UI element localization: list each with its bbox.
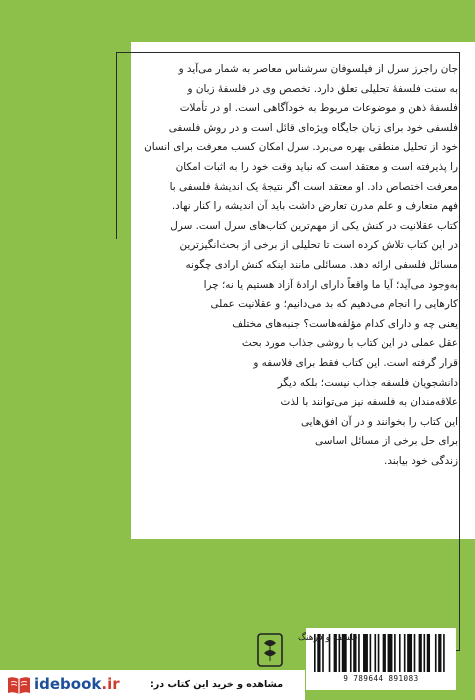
blurb-line: یعنی چه و دارای کدام مؤلفه‌هاست؟ جنبه‌های مختلف — [232, 317, 458, 330]
blurb-line: را پذیرفته است و معتقد است که نباید وقت خود را به اثبات امکان — [175, 160, 458, 173]
barcode-bar — [407, 634, 412, 672]
barcode-bar — [370, 634, 372, 672]
ad-banner-panel[interactable] — [0, 670, 305, 700]
blurb-line: فهم متعارف و علم مدرن تعارض داشت باید آن اندیشه را کنار نهاد. — [171, 200, 458, 213]
blurb-line: به سنت فلسفهٔ تحلیلی تعلق دارد. تخصص وی در فلسفهٔ زبان و — [187, 82, 458, 95]
barcode-bar — [427, 634, 430, 672]
barcode-number: 9 789644 891083 — [343, 674, 419, 683]
barcode-bar — [378, 634, 380, 672]
barcode-bar — [388, 634, 393, 672]
barcode-bar — [419, 634, 422, 672]
barcode-bar — [358, 634, 360, 672]
site-name-main: idebook — [34, 675, 102, 693]
barcode-bar — [394, 634, 396, 672]
blurb-line: برای حل برخی از مسائل اساسی — [315, 435, 458, 448]
site-name[interactable] — [34, 675, 120, 693]
blurb-line: کارهایی را انجام می‌دهیم که بد می‌دانیم؛ و عقلانیت عملی — [210, 298, 458, 311]
blurb-line: عقل عملی در این کتاب با روشی جذاب مورد بحث — [241, 337, 458, 350]
blurb-line: به‌وجود می‌آید؛ آیا ما واقعاً دارای ارادهٔ آزاد هستیم یا نه؛ چرا — [203, 278, 458, 291]
barcode-bar — [404, 634, 406, 672]
blurb-line: مسائل فلسفی ارائه دهد. مسائلی مانند اینکه کنش ارادی چگونه — [185, 258, 458, 271]
blurb-line: علاقه‌مندان به فلسفه نیز می‌توانند با لذت — [280, 396, 458, 409]
publisher-logo — [253, 630, 287, 670]
blurb-line: جان راجرز سرل از فیلسوفان سرشناس معاصر به شمار می‌آید و — [178, 63, 458, 75]
blurb-line: معرفت اختصاص داد. او معتقد است اگر نتیجهٔ یک اندیشهٔ فلسفی با — [169, 180, 458, 193]
barcode-bar — [443, 634, 445, 672]
blurb-line: قرار گرفته است. این کتاب فقط برای فلاسفه و — [253, 356, 458, 369]
barcode-bar — [414, 634, 416, 672]
barcode-bar — [435, 634, 437, 672]
frame-top-line — [116, 52, 460, 53]
barcode-bar — [383, 634, 386, 672]
series-label: فلسفه و فرهنگ — [298, 633, 358, 643]
frame-right-line — [459, 52, 460, 650]
publisher-emblem-icon — [255, 631, 285, 669]
frame-left-line — [116, 52, 117, 239]
barcode-bar — [423, 634, 425, 672]
blurb-line: زندگی خود بیابند. — [384, 454, 458, 467]
ad-text: مشاهده و خرید این کتاب در: — [150, 679, 284, 690]
blurb-line: کتاب عقلانیت در کنش یکی از مهم‌ترین کتاب‌های سرل است. سرل — [170, 219, 458, 232]
back-cover-blurb — [120, 60, 458, 471]
open-book-icon — [6, 674, 32, 696]
blurb-line: این کتاب را بخوانند و در آن افق‌هایی — [301, 415, 458, 428]
blurb-line: خود از تحلیل منطقی بهره می‌برد. سرل امکان کسب معرفت برای انسان — [144, 141, 458, 154]
blurb-line: در این کتاب تلاش کرده است تا تحلیلی از برخی از بحث‌انگیزترین — [179, 239, 458, 252]
barcode-bar — [399, 634, 401, 672]
barcode-bar — [438, 634, 441, 672]
site-name-tld: .ir — [101, 675, 120, 693]
ad-banner[interactable] — [0, 670, 475, 700]
blurb-line: دانشجویان فلسفه جذاب نیست؛ بلکه دیگر — [277, 376, 458, 389]
blurb-line: فلسفی خود برای زبان جایگاه ویژه‌ای قائل است و در روش فلسفی — [168, 121, 458, 134]
barcode-bar — [374, 634, 376, 672]
barcode-bar — [363, 634, 368, 672]
blurb-line: فلسفهٔ ذهن و موضوعات مربوط به خودآگاهی است. او در تأملات — [179, 102, 458, 115]
